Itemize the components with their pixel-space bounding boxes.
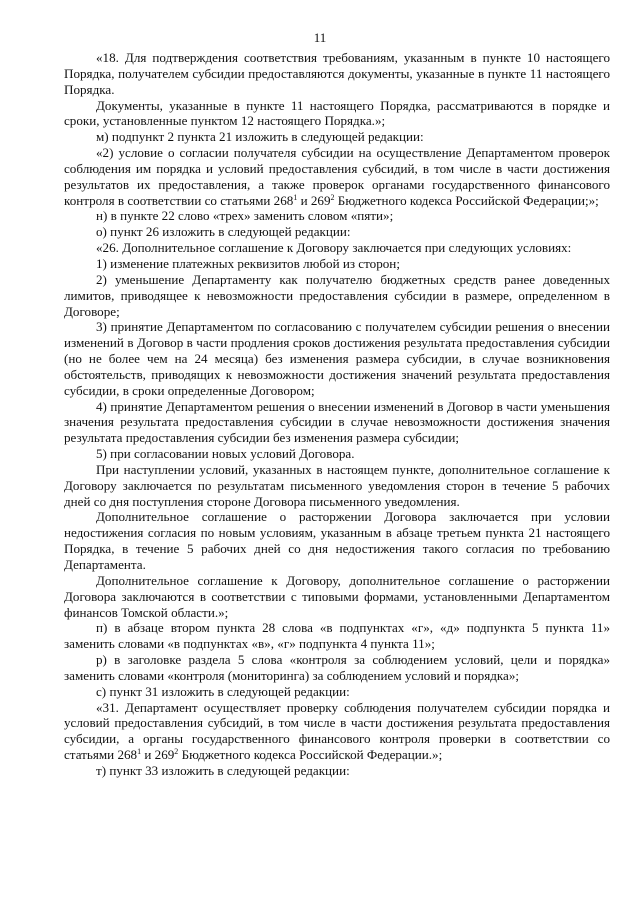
paragraph-amendment-p: п) в абзаце втором пункта 28 слова «в подпунктах «г», «д» подпункта 5 пункта 11» заменить словами «в подпунктах «в», «г» подпункта 4 пункта 11»; xyxy=(64,620,610,652)
paragraph-condition-3: 3) принятие Департаментом по согласованию с получателем субсидии решения о внесении изменений в Договор в части продления сроков достижения результата предоставления субсидии (но не более чем на 24 месяца) без изменения размера субсидии, в случае возникновения обстоятельств, приводящих к невозможности достижения значений результата предоставления субсидии, в сроки определенные Договором; xyxy=(64,319,610,398)
paragraph-typical-forms: Дополнительное соглашение к Договору, дополнительное соглашение о расторжении Договора заключаются в соответствии с типовыми формами, установленными Департаментом финансов Томской области.»; xyxy=(64,572,610,620)
paragraph-amendment-m: м) подпункт 2 пункта 21 изложить в следующей редакции: xyxy=(96,129,424,145)
paragraph-condition-2-limits: 2) уменьшение Департаменту как получателю бюджетных средств ранее доведенных лимитов, приводящее к невозможности предоставления субсидии в размере, определенном в Договоре; xyxy=(64,271,610,319)
paragraph-condition-1: 1) изменение платежных реквизитов любой из сторон; xyxy=(96,255,400,271)
paragraph-item-18: «18. Для подтверждения соответствия требованиям, указанным в пункте 10 настоящего Порядка, получателем субсидии предоставляются документы, указанные в пункте 11 настоящего Порядка. xyxy=(64,50,610,97)
paragraph-notice: При наступлении условий, указанных в настоящем пункте, дополнительное соглашение к Договору заключается по результатам письменного уведомления сторон в течение 5 рабочих дней со дня поступления стороне Договора письменного уведомления. xyxy=(64,461,610,509)
paragraph-amendment-n: н) в пункте 22 слово «трех» заменить словом «пяти»; xyxy=(96,208,394,224)
paragraph-condition-2: «2) условие о согласии получателя субсидии на осуществление Департаментом проверок соблюдения им порядка и условий предоставления субсидий, в том числе в части достижения результатов их предоставления, а также проверок органами государственного финансового контроля в соответствии со статьями $268^1$ и $269^2$ Бюджетного кодекса Российской Федерации;»; xyxy=(64,145,610,208)
paragraph-amendment-s: с) пункт 31 изложить в следующей редакции: xyxy=(96,683,350,699)
paragraph-condition-5: 5) при согласовании новых условий Договора. xyxy=(96,446,355,462)
document-body xyxy=(64,50,610,779)
paragraph-condition-4: 4) принятие Департаментом решения о внесении изменений в Договор в части уменьшения значения результата предоставления субсидии в случае невозможности достижения значения результата предоставления субсидии без изменения размера субсидии; xyxy=(64,398,610,446)
paragraph-item-26: «26. Дополнительное соглашение к Договору заключается при следующих условиях: xyxy=(96,240,572,256)
paragraph-item-31: «31. Департамент осуществляет проверку соблюдения получателем субсидии порядка и условий предоставления субсидий, в том числе в части достижения результата предоставления субсидии, а органы государственного финансового контроля проверки в соответствии со статьями $268^1$ и $269^2$ Бюджетного кодекса Российской Федерации.»; xyxy=(64,699,610,763)
paragraph-termination: Дополнительное соглашение о расторжении Договора заключается при условии недостижения согласия по новым условиям, указанным в абзаце третьем пункта 21 настоящего Порядка, в течение 5 рабочих дней со дня недостижения такого согласия по требованию Департамента. xyxy=(64,509,610,572)
paragraph-amendment-r: р) в заголовке раздела 5 слова «контроля за соблюдением условий, цели и порядка» заменить словами «контроля (мониторинга) за соблюдением условий и порядка»; xyxy=(64,652,610,683)
paragraph-amendment-t: т) пункт 33 изложить в следующей редакции: xyxy=(96,762,350,778)
paragraph-amendment-o: о) пункт 26 изложить в следующей редакции: xyxy=(96,224,351,240)
paragraph-documents-review: Документы, указанные в пункте 11 настоящего Порядка, рассматриваются в порядке и сроки, установленные пунктом 12 настоящего Порядка.»; xyxy=(64,97,610,129)
page-number: 11 xyxy=(313,30,327,45)
